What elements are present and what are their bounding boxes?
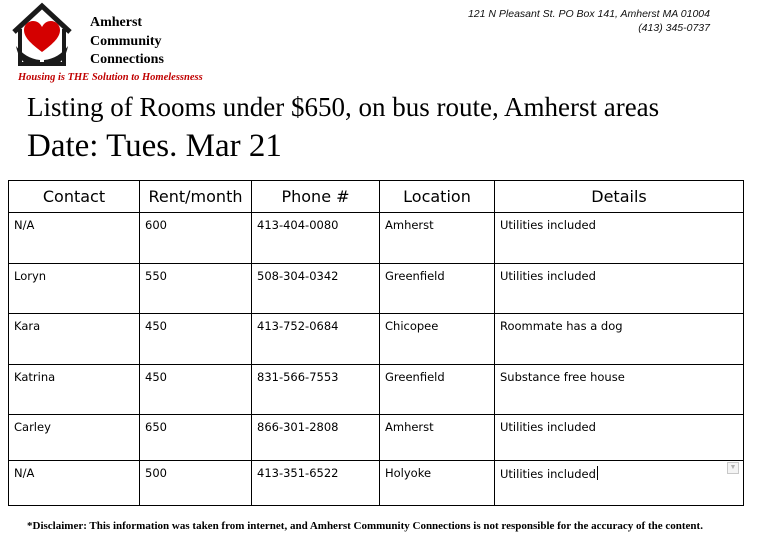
- phone-number: (413) 345-0737: [638, 22, 710, 34]
- cell-dropdown-arrow-icon[interactable]: ▼: [727, 462, 739, 474]
- cell-rent[interactable]: 450: [140, 365, 252, 415]
- cell-phone[interactable]: 866-301-2808: [252, 415, 380, 461]
- organization-name-line-2: Community: [90, 33, 162, 49]
- table-row: [9, 415, 744, 461]
- cell-contact[interactable]: N/A: [9, 213, 140, 264]
- cell-phone[interactable]: 413-752-0684: [252, 314, 380, 365]
- organization-name-line-3: Connections: [90, 52, 164, 67]
- page-heading: Listing of Rooms under $650, on bus route, Amherst areas: [27, 92, 660, 122]
- cell-phone[interactable]: 508-304-0342: [252, 264, 380, 314]
- table-row: [9, 264, 744, 314]
- table-row: [9, 314, 744, 365]
- cell-phone[interactable]: 413-404-0080: [252, 213, 380, 264]
- cell-details[interactable]: Substance free house: [495, 365, 744, 415]
- cell-location[interactable]: Amherst: [380, 415, 495, 461]
- cell-details[interactable]: Roommate has a dog: [495, 314, 744, 365]
- cell-location[interactable]: Chicopee: [380, 314, 495, 365]
- column-header-contact: Contact: [9, 181, 140, 213]
- column-header-details: Details: [495, 181, 744, 213]
- house-heart-logo-icon: [10, 2, 74, 68]
- contact-address-block: [468, 7, 710, 35]
- cell-location[interactable]: Holyoke: [380, 461, 495, 506]
- text-cursor: [597, 466, 598, 480]
- table-row: [9, 213, 744, 264]
- cell-rent[interactable]: 500: [140, 461, 252, 506]
- cell-location[interactable]: Greenfield: [380, 264, 495, 314]
- listing-date: Date: Tues. Mar 21: [27, 128, 282, 164]
- cell-contact[interactable]: Katrina: [9, 365, 140, 415]
- organization-name-line-1: Amherst: [90, 15, 143, 30]
- rooms-table: [8, 180, 744, 506]
- cell-contact[interactable]: Loryn: [9, 264, 140, 314]
- cell-details[interactable]: Utilities included: [495, 415, 744, 461]
- column-header-rent: Rent/month: [140, 181, 252, 213]
- cell-details[interactable]: Utilities included: [495, 264, 744, 314]
- cell-contact[interactable]: N/A: [9, 461, 140, 506]
- tagline: Housing is THE Solution to Homelessness: [18, 72, 203, 83]
- cell-contact[interactable]: Carley: [9, 415, 140, 461]
- column-header-location: Location: [380, 181, 495, 213]
- table-row: [9, 365, 744, 415]
- cell-rent[interactable]: 450: [140, 314, 252, 365]
- cell-details[interactable]: Utilities included: [495, 213, 744, 264]
- cell-rent[interactable]: 600: [140, 213, 252, 264]
- table-row: [9, 461, 744, 506]
- cell-rent[interactable]: 550: [140, 264, 252, 314]
- disclaimer: *Disclaimer: This information was taken from internet, and Amherst Community Connections is not responsible for the accuracy of the content.: [27, 520, 703, 532]
- cell-location[interactable]: Amherst: [380, 213, 495, 264]
- column-header-phone: Phone #: [252, 181, 380, 213]
- cell-location[interactable]: Greenfield: [380, 365, 495, 415]
- cell-phone[interactable]: 413-351-6522: [252, 461, 380, 506]
- cell-rent[interactable]: 650: [140, 415, 252, 461]
- street-address: 121 N Pleasant St. PO Box 141, Amherst MA 01004: [467, 8, 710, 20]
- cell-details-active[interactable]: [495, 461, 744, 506]
- cell-contact[interactable]: Kara: [9, 314, 140, 365]
- table-header-row: [9, 181, 744, 213]
- cell-details-text: Utilities included: [500, 467, 596, 481]
- organization-name: [90, 14, 164, 70]
- cell-phone[interactable]: 831-566-7553: [252, 365, 380, 415]
